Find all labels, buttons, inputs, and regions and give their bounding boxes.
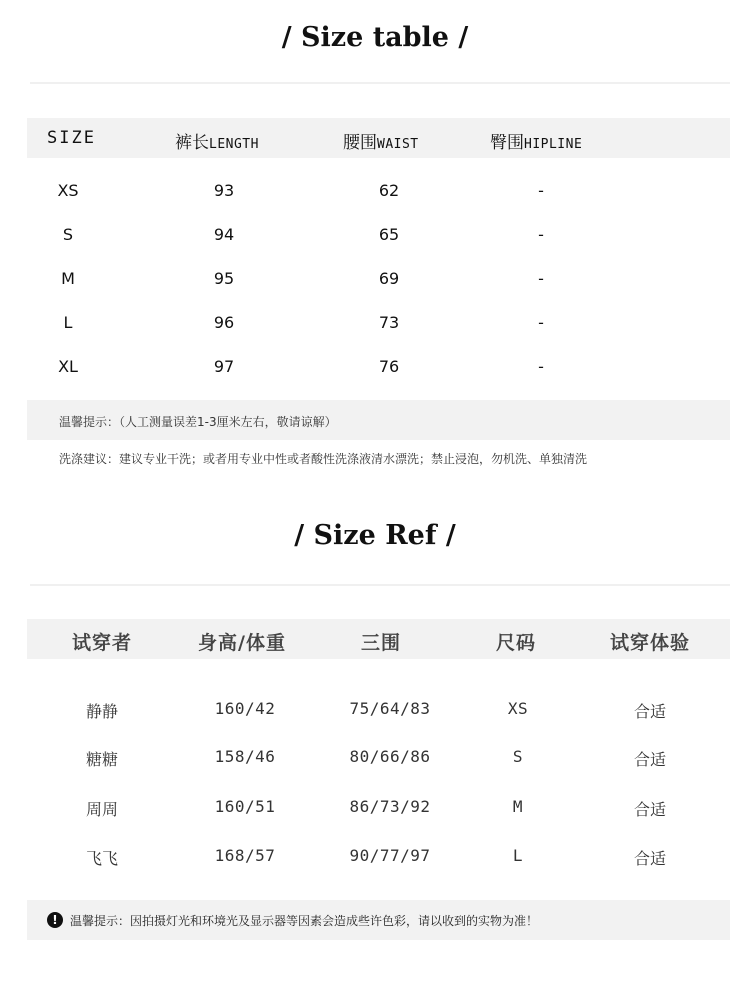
divider [30, 584, 730, 586]
cell-height-weight: 168/57 [214, 846, 276, 865]
header-waist: 腰围WAIST [343, 133, 419, 153]
header-fit: 试穿体验 [609, 632, 691, 654]
size-table-header [27, 118, 730, 158]
cell-size: XL [58, 357, 78, 376]
color-notice-bar [27, 900, 730, 940]
cell-height-weight: 158/46 [214, 747, 276, 766]
header-model: 试穿者 [71, 632, 133, 654]
cell-fit: 合适 [633, 849, 667, 868]
header-measurements: 三围 [360, 632, 402, 654]
cell-hip: - [538, 357, 544, 376]
size-ref-title: / Size Ref / [294, 520, 456, 551]
cell-height-weight: 160/42 [214, 699, 276, 718]
table-row [0, 699, 750, 729]
cell-waist: 69 [378, 269, 400, 288]
table-row [0, 313, 750, 343]
cell-size: L [63, 313, 73, 332]
table-row [0, 181, 750, 211]
color-notice: 温馨提示：因拍摄灯光和环境光及显示器等因素会造成些许色彩，请以收到的实物为准！ [70, 914, 539, 928]
cell-size: S [512, 747, 524, 766]
cell-size: XS [507, 699, 529, 718]
cell-name: 糖糖 [85, 750, 119, 769]
cell-measurements: 90/77/97 [349, 846, 431, 865]
cell-measurements: 86/73/92 [349, 797, 431, 816]
table-row [0, 269, 750, 299]
table-row [0, 846, 750, 876]
cell-size: S [62, 225, 74, 244]
cell-size: XS [57, 181, 79, 200]
table-row [0, 225, 750, 255]
cell-fit: 合适 [633, 750, 667, 769]
cell-size: M [61, 269, 75, 288]
cell-waist: 73 [378, 313, 400, 332]
header-length: 裤长LENGTH [175, 133, 259, 153]
header-size: SIZE [47, 128, 96, 148]
cell-hip: - [538, 181, 544, 200]
cell-fit: 合适 [633, 702, 667, 721]
measure-note: 温馨提示：（人工测量误差1-3厘米左右，敬请谅解） [59, 415, 337, 429]
cell-waist: 62 [378, 181, 400, 200]
cell-hip: - [538, 269, 544, 288]
size-table-title: / Size table / [281, 22, 469, 53]
size-ref-header [27, 619, 730, 659]
cell-name: 静静 [85, 702, 119, 721]
cell-size: L [512, 846, 524, 865]
header-height-weight: 身高/体重 [198, 632, 286, 654]
cell-size: M [512, 797, 524, 816]
cell-name: 飞飞 [85, 849, 119, 868]
cell-length: 96 [213, 313, 235, 332]
table-row [0, 357, 750, 387]
header-size: 尺码 [495, 632, 537, 654]
divider [30, 82, 730, 84]
cell-hip: - [538, 225, 544, 244]
table-row [0, 747, 750, 777]
cell-waist: 76 [378, 357, 400, 376]
cell-waist: 65 [378, 225, 400, 244]
cell-length: 95 [213, 269, 235, 288]
cell-fit: 合适 [633, 800, 667, 819]
exclamation-icon: ! [47, 912, 63, 928]
cell-length: 97 [213, 357, 235, 376]
cell-height-weight: 160/51 [214, 797, 276, 816]
header-hip: 臀围HIPLINE [490, 133, 583, 153]
cell-measurements: 80/66/86 [349, 747, 431, 766]
cell-hip: - [538, 313, 544, 332]
measure-note-bar [27, 400, 730, 440]
cell-measurements: 75/64/83 [349, 699, 431, 718]
cell-length: 94 [213, 225, 235, 244]
table-row [0, 797, 750, 827]
cell-length: 93 [213, 181, 235, 200]
wash-note: 洗涤建议：建议专业干洗；或者用专业中性或者酸性洗涤液清水漂洗；禁止浸泡，勿机洗、单独清洗 [59, 452, 588, 466]
cell-name: 周周 [85, 800, 119, 819]
